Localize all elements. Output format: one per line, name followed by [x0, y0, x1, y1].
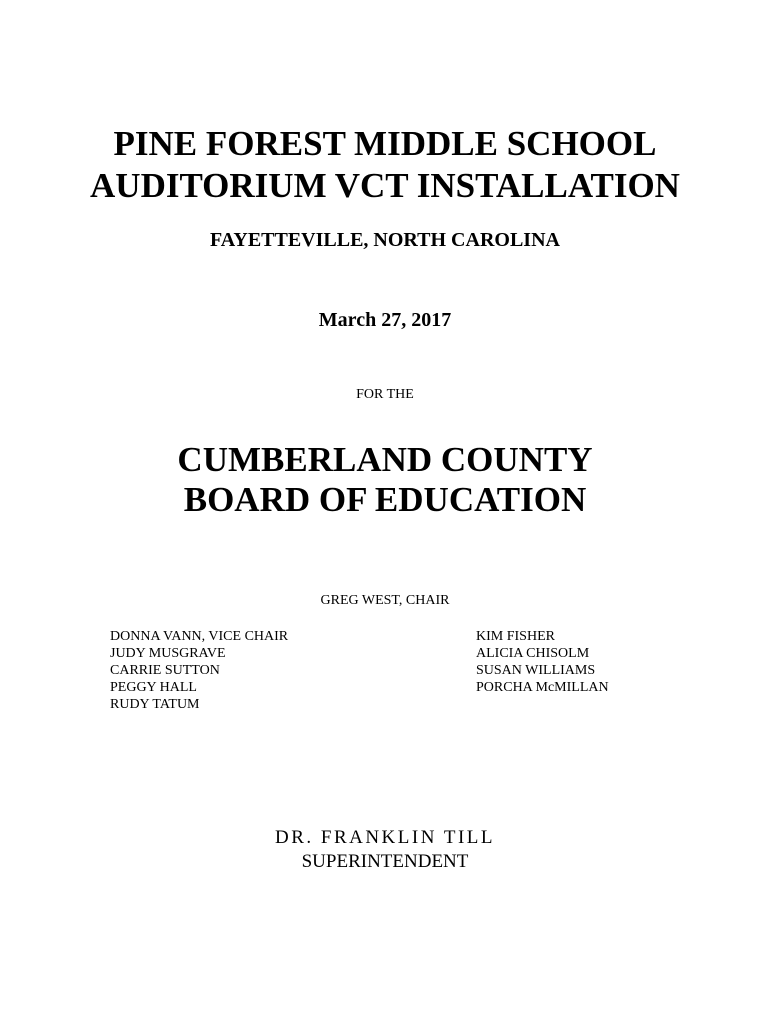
- board-member: CARRIE SUTTON: [110, 663, 220, 678]
- board-member: PORCHA McMILLAN: [476, 680, 609, 695]
- project-title-line-2: AUDITORIUM VCT INSTALLATION: [90, 166, 680, 205]
- board-member: KIM FISHER: [476, 629, 555, 644]
- location: FAYETTEVILLE, NORTH CAROLINA: [210, 229, 560, 251]
- board-member: SUSAN WILLIAMS: [476, 663, 596, 678]
- board-member: DONNA VANN, VICE CHAIR: [110, 629, 289, 644]
- for-the-label: FOR THE: [356, 387, 414, 402]
- superintendent-title: SUPERINTENDENT: [301, 851, 469, 872]
- board-member: JUDY MUSGRAVE: [110, 646, 226, 661]
- date: March 27, 2017: [318, 309, 452, 331]
- project-title-line-1: PINE FOREST MIDDLE SCHOOL: [113, 124, 657, 163]
- board-name-line-1: CUMBERLAND COUNTY: [177, 440, 593, 479]
- board-name-line-2: BOARD OF EDUCATION: [183, 480, 587, 519]
- board-member: PEGGY HALL: [110, 680, 197, 695]
- superintendent-name: DR. FRANKLIN TILL: [274, 827, 495, 848]
- board-chair: GREG WEST, CHAIR: [320, 593, 450, 608]
- board-members-left-column: [110, 628, 288, 713]
- board-member: ALICIA CHISOLM: [476, 646, 590, 661]
- board-member: RUDY TATUM: [110, 697, 200, 712]
- board-members-right-column: [476, 628, 609, 696]
